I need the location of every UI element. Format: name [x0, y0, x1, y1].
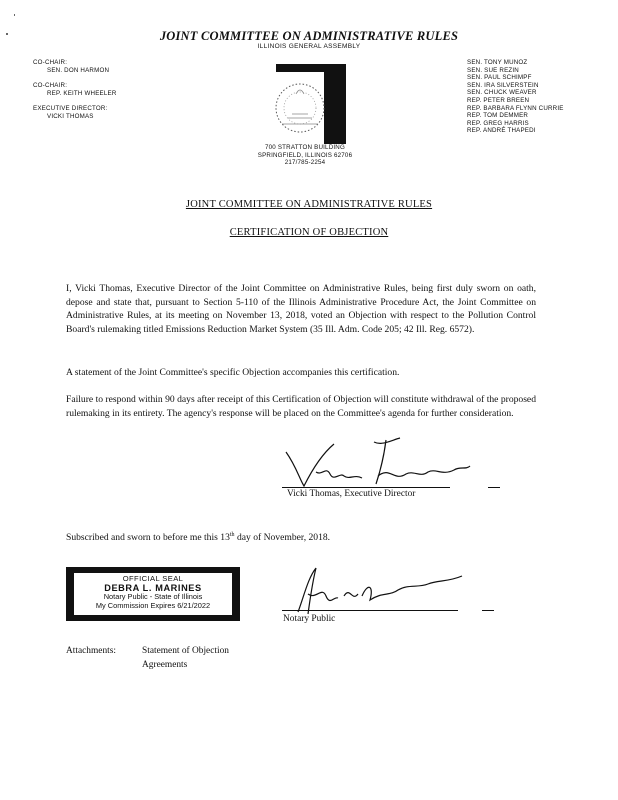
document-heading: JOINT COMMITTEE ON ADMINISTRATIVE RULES [185, 199, 433, 210]
signature-caption: Vicki Thomas, Executive Director [287, 489, 416, 499]
seal-line-state: Notary Public - State of Illinois [103, 592, 203, 601]
sworn-prefix: Subscribed and sworn to before me this 13 [66, 532, 230, 544]
notary-caption: Notary Public [283, 614, 336, 624]
signature-notary [286, 566, 466, 616]
member-item: SEN. IRA SILVERSTEIN [467, 81, 539, 89]
member-item: REP. GREG HARRIS [467, 119, 529, 127]
paragraph-statement: A statement of the Joint Committee's specific Objection accompanies this certification. [66, 367, 400, 378]
exec-director-role: EXECUTIVE DIRECTOR: [33, 105, 108, 113]
co-chair-1-role: CO-CHAIR: [33, 59, 68, 66]
member-item: SEN. TONY MUNOZ [467, 59, 528, 66]
member-item: SEN. CHUCK WEAVER [467, 89, 537, 97]
certification-heading: CERTIFICATION OF OBJECTION [229, 227, 389, 238]
notary-signature-line [282, 610, 458, 611]
member-item: REP. TOM DEMMER [467, 112, 529, 120]
exec-director-name: VICKI THOMAS [47, 112, 94, 120]
signature-vicki-thomas [282, 436, 472, 492]
letterhead-title: JOINT COMMITTEE ON ADMINISTRATIVE RULES [159, 29, 459, 43]
member-item: REP. BARBARA FLYNN CURRIE [467, 104, 564, 112]
paragraph-oath: I, Vicki Thomas, Executive Director of the Joint Committee on Administrative Rules, being first duly sworn on oath, depose and state that, pursuant to Section 5-110 of the Illinois Administrative Procedure Act, the Joint Committee on Administrative Rules, at its meeting on November 13, 2018, voted an Objection with respect to the Pollution Control Board's rulemaking titled Emissions Reduction Market System (35 Ill. Adm. Code 205; 42 Ill. Reg. 6572). [66, 283, 536, 335]
phone: 217/785-2254 [284, 159, 326, 167]
letterhead-officers [33, 59, 153, 129]
seal-line-official: OFFICIAL SEAL [122, 574, 184, 583]
signature-line-dash [488, 487, 500, 488]
letterhead-members [467, 59, 607, 135]
sworn-sup: th [229, 532, 235, 538]
co-chair-2-name: REP. KEITH WHEELER [47, 89, 117, 97]
notary-line-dash [482, 610, 494, 611]
signature-line [282, 487, 450, 488]
address-line-1: 700 STRATTON BUILDING [265, 144, 345, 151]
letterhead-subtitle: ILLINOIS GENERAL ASSEMBLY [257, 43, 361, 50]
paragraph-failure: Failure to respond within 90 days after receipt of this Certification of Objection will constitute withdrawal of the proposed rulemaking in its entirety. The agency's response will be placed on the Committee's agenda for further consideration. [66, 394, 536, 419]
sworn-statement [66, 532, 330, 543]
capitol-seal-icon [262, 64, 348, 144]
attachments-label: Attachments: [66, 646, 116, 656]
scan-speck [14, 14, 15, 16]
attachments-block [66, 644, 229, 670]
member-item: SEN. SUE REZIN [467, 66, 519, 74]
attachment-item: Agreements [142, 660, 188, 670]
attachment-item: Statement of Objection [142, 646, 229, 656]
member-item: REP. PETER BREEN [467, 96, 530, 104]
seal-line-name: DEBRA L. MARINES [104, 583, 202, 593]
co-chair-1-name: SEN. DON HARMON [47, 66, 110, 74]
sworn-suffix: day of November, 2018. [234, 532, 331, 544]
address-line-2: SPRINGFIELD, ILLINOIS 62706 [257, 151, 353, 159]
member-item: REP. ANDRÉ THAPEDI [467, 127, 536, 135]
letterhead-address [200, 144, 410, 167]
seal-line-expiry: My Commission Expires 6/21/2022 [95, 600, 211, 610]
co-chair-2-role: CO-CHAIR: [33, 82, 68, 90]
notary-official-seal [66, 567, 240, 621]
member-item: SEN. PAUL SCHIMPF [467, 74, 532, 82]
scan-speck [6, 33, 8, 35]
